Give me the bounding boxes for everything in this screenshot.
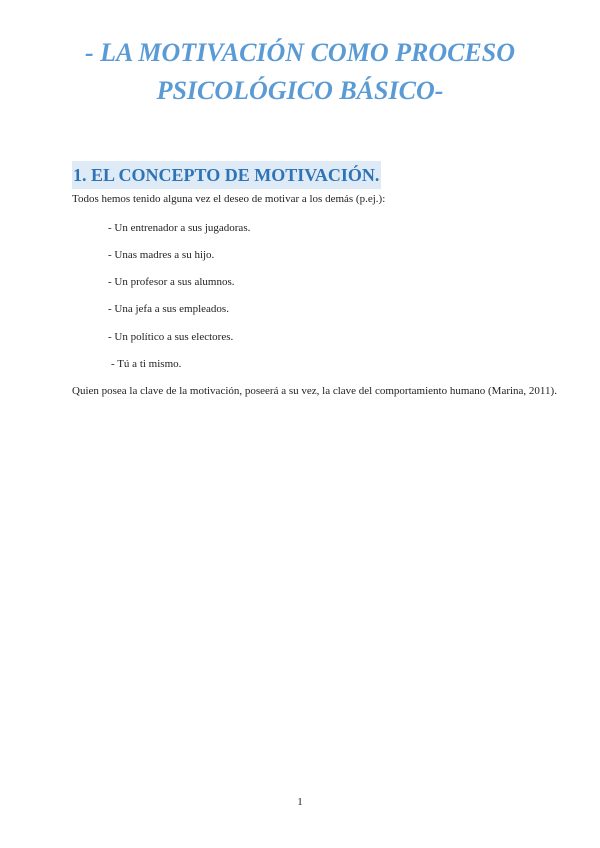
section-heading: 1. EL CONCEPTO DE MOTIVACIÓN.: [72, 161, 381, 189]
list-item: - Un político a sus electores.: [108, 331, 234, 343]
list-item: - Tú a ti mismo.: [111, 358, 182, 370]
list-item: - Un entrenador a sus jugadoras.: [108, 222, 251, 234]
closing-paragraph: Quien posea la clave de la motivación, poseerá a su vez, la clave del comportamiento humano (Marina, 2011).: [72, 385, 557, 397]
list-item: - Unas madres a su hijo.: [108, 249, 215, 261]
intro-paragraph: Todos hemos tenido alguna vez el deseo de motivar a los demás (p.ej.):: [72, 193, 386, 205]
document-title-line-2: PSICOLÓGICO BÁSICO-: [156, 76, 444, 105]
page-number: 1: [297, 796, 303, 808]
document-title-line-1: - LA MOTIVACIÓN COMO PROCESO: [84, 38, 516, 67]
list-item: - Un profesor a sus alumnos.: [108, 276, 235, 288]
list-item: - Una jefa a sus empleados.: [108, 303, 229, 315]
